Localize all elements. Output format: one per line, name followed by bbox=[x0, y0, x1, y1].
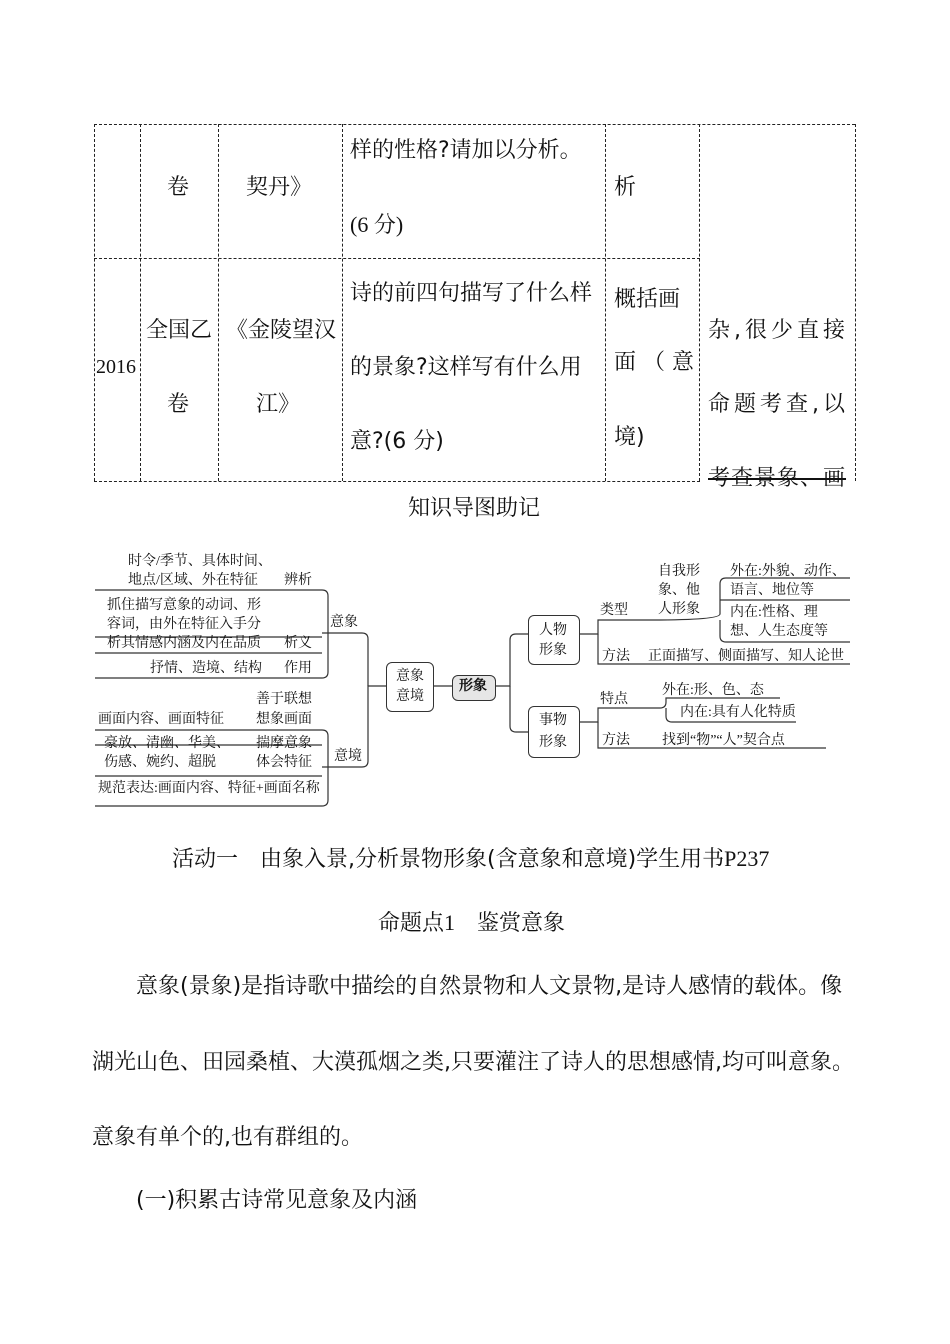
row2-title-line2: 江》 bbox=[256, 392, 301, 417]
mm-person-outer-line2: 语言、地位等 bbox=[730, 583, 814, 598]
mm-thing-method-text: 找到“物”“人”契合点 bbox=[662, 733, 785, 748]
row2-type-line1: 概括画 bbox=[614, 287, 681, 312]
row2-title-line1: 《金陵望汉 bbox=[226, 318, 337, 343]
activity-page-ref: P237 bbox=[724, 846, 770, 871]
row2-type-line3: 境) bbox=[614, 425, 645, 450]
mm-image-box2-line1: 抓住描写意象的动词、形 bbox=[107, 598, 261, 613]
mm-person-method-label: 方法 bbox=[602, 649, 630, 664]
mm-person-outer-line1: 外在:外貌、动作、 bbox=[730, 564, 846, 579]
row1-question-line1: 样的性格?请加以分析。 bbox=[350, 138, 582, 163]
mm-image-tag-distinguish: 辨析 bbox=[284, 573, 312, 588]
row2-year: 2016 bbox=[96, 356, 136, 378]
subheading-number: 1 bbox=[444, 910, 456, 935]
subheading-rest: 鉴赏意象 bbox=[455, 911, 566, 936]
activity-heading-text: 活动一 由象入景,分析景物形象(含意象和意境)学生用书 bbox=[172, 847, 725, 872]
row2-question-line2: 的景象?这样写有什么用 bbox=[350, 355, 582, 380]
mm-realm-box2-line2: 体会特征 bbox=[256, 755, 312, 770]
activity-heading bbox=[172, 848, 769, 871]
row2-region-line2: 卷 bbox=[167, 392, 190, 417]
row1-title: 契丹》 bbox=[246, 175, 313, 200]
row1-question-line2: (6 分) bbox=[350, 212, 404, 237]
mm-image-box1-line1: 时令/季节、具体时间、 bbox=[128, 554, 272, 569]
mm-image-box3: 抒情、造境、结构 bbox=[150, 661, 262, 676]
mindmap-title: 知识导图助记 bbox=[408, 496, 541, 521]
mm-person-inner-line2: 想、人生态度等 bbox=[730, 624, 828, 639]
section-heading: (一)积累古诗常见意象及内涵 bbox=[136, 1188, 418, 1213]
mm-image-box1-line2: 地点/区域、外在特征 bbox=[128, 573, 258, 588]
last-col-line2: 命题考查,以 bbox=[708, 392, 849, 417]
row2-question-line1: 诗的前四句描写了什么样 bbox=[350, 281, 593, 306]
mm-person-self-line3: 人形象 bbox=[658, 602, 700, 617]
mm-person-self-line1: 自我形 bbox=[658, 564, 700, 579]
mm-person-method-text: 正面描写、侧面描写、知人论世 bbox=[648, 649, 844, 664]
mm-branch-realm: 意境 bbox=[334, 749, 362, 764]
mm-realm-box1-line2: 想象画面 bbox=[256, 712, 312, 727]
mm-thing-method-label: 方法 bbox=[602, 733, 630, 748]
mm-image-box2-line3: 析其情感内涵及内在品质 bbox=[107, 636, 261, 651]
mm-person-self-line2: 象、他 bbox=[658, 583, 700, 598]
mm-image-box2-line2: 容词，由外在特征入手分 bbox=[107, 617, 261, 632]
mm-node-image-realm-line2: 意境 bbox=[396, 689, 424, 704]
mm-realm-box1-left: 画面内容、画面特征 bbox=[98, 712, 224, 727]
row1-region: 卷 bbox=[167, 175, 190, 200]
mm-node-thing-line2: 形象 bbox=[539, 735, 567, 750]
mm-node-thing-line1: 事物 bbox=[539, 713, 567, 728]
last-col-line1: 杂,很少直接 bbox=[708, 318, 849, 343]
subheading-text: 命题点 bbox=[378, 911, 445, 936]
last-col-line3: 考查景象、画 bbox=[708, 466, 847, 491]
mm-person-inner-line1: 内在:性格、理 bbox=[730, 605, 818, 620]
mm-node-person-line1: 人物 bbox=[539, 623, 567, 638]
mm-realm-box2-left-line2: 伤感、婉约、超脱 bbox=[104, 755, 216, 770]
mm-realm-box2-left-line1: 豪放、清幽、华美、 bbox=[104, 736, 230, 751]
mm-person-type-label: 类型 bbox=[600, 603, 628, 618]
mm-node-center-label: 形象 bbox=[459, 679, 487, 694]
mm-thing-inner: 内在:具有人化特质 bbox=[680, 705, 796, 720]
row2-question-line3: 意?(6 分) bbox=[350, 429, 444, 454]
row2-type-line2: 面 （ 意 bbox=[614, 350, 694, 375]
mm-image-tag-function: 作用 bbox=[284, 661, 312, 676]
mm-thing-outer: 外在:形、色、态 bbox=[662, 683, 764, 698]
mm-node-image-realm-line1: 意象 bbox=[396, 669, 424, 684]
mm-thing-feature-label: 特点 bbox=[600, 692, 628, 707]
para-line2: 湖光山色、田园桑植、大漠孤烟之类,只要灌注了诗人的思想感情,均可叫意象。 bbox=[92, 1050, 854, 1075]
para-line3: 意象有单个的,也有群组的。 bbox=[92, 1125, 363, 1150]
mm-realm-box3: 规范表达:画面内容、特征+画面名称 bbox=[98, 781, 320, 796]
mm-image-tag-meaning: 析义 bbox=[284, 636, 312, 651]
mm-realm-box2-line1: 揣摩意象 bbox=[256, 736, 312, 751]
row2-region-line1: 全国乙 bbox=[146, 318, 213, 343]
mm-branch-image: 意象 bbox=[330, 615, 358, 630]
para-line1: 意象(景象)是指诗歌中描绘的自然景物和人文景物,是诗人感情的载体。像 bbox=[136, 974, 843, 999]
mm-realm-box1-line1: 善于联想 bbox=[256, 692, 312, 707]
subheading bbox=[378, 912, 565, 935]
mm-node-person-line2: 形象 bbox=[539, 643, 567, 658]
row1-type: 析 bbox=[614, 175, 637, 200]
